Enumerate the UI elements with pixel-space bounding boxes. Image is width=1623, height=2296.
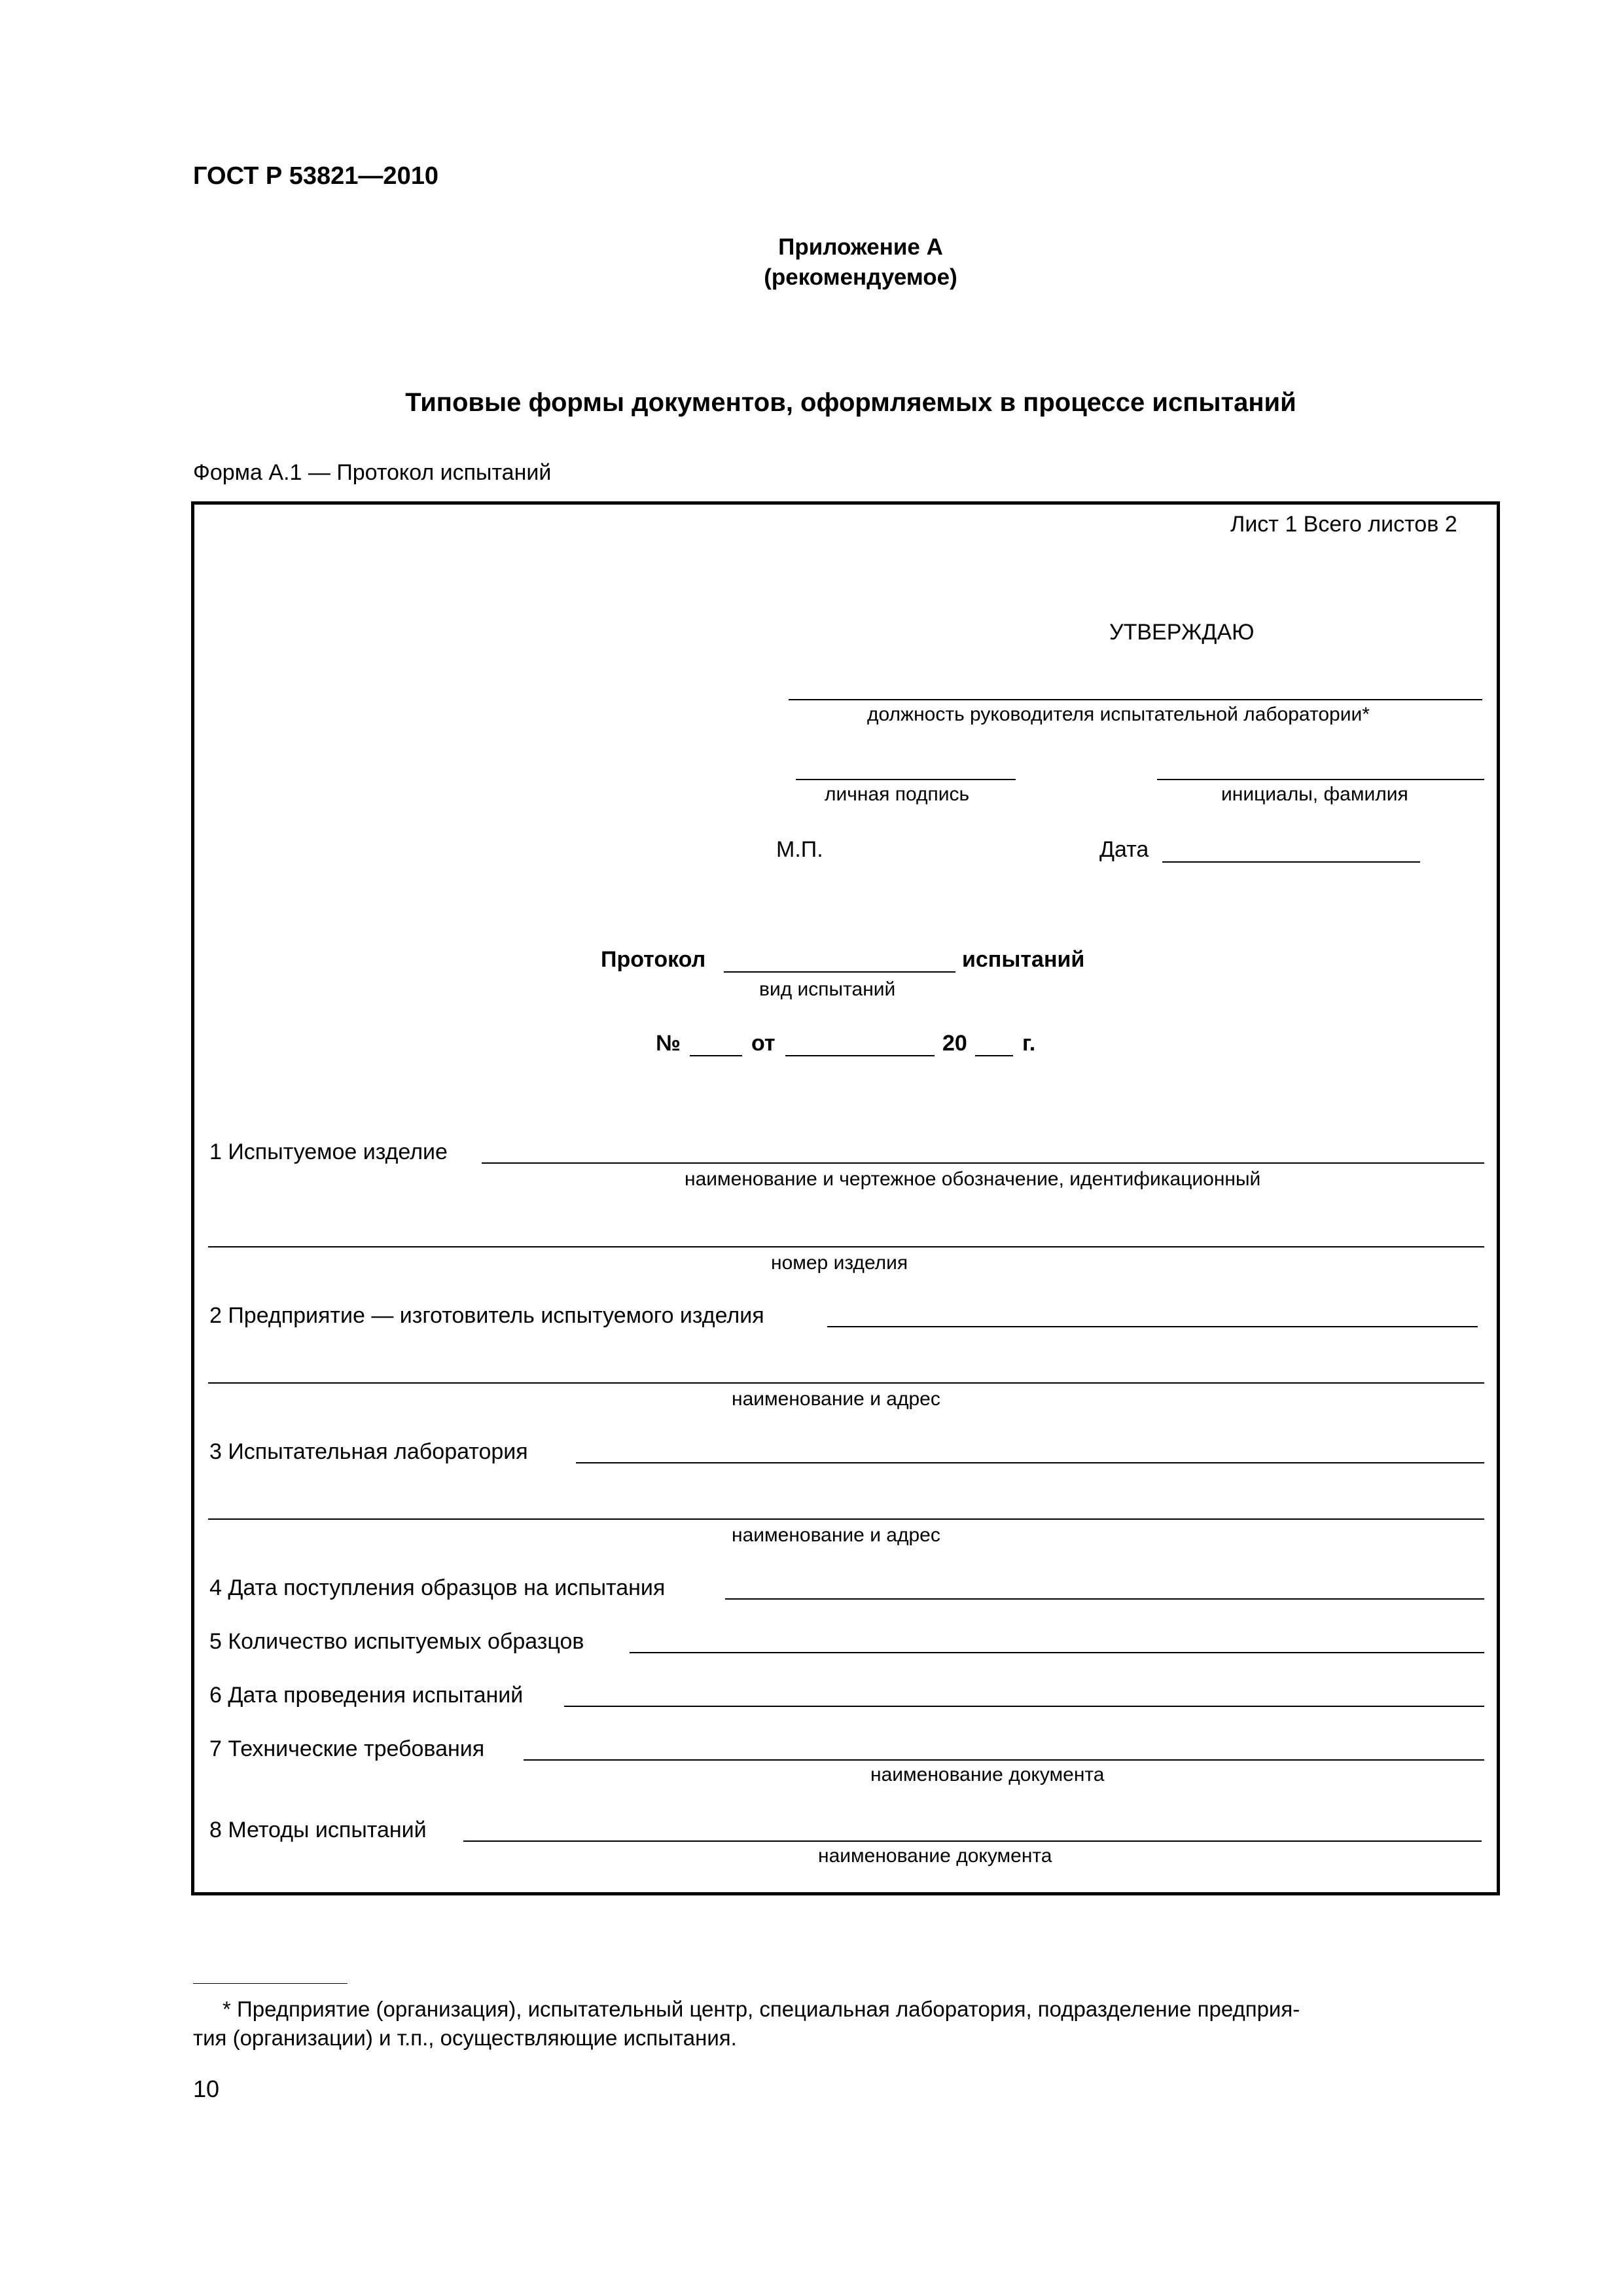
section-title: Типовые формы документов, оформляемых в процессе испытаний <box>405 388 1296 417</box>
year-suffix: г. <box>1022 1031 1036 1056</box>
item5-label: 5 Количество испытуемых образцов <box>209 1629 584 1654</box>
page-number: 10 <box>193 2075 220 2102</box>
position-caption: должность руководителя испытательной лаборатории* <box>867 704 1370 725</box>
item3-label: 3 Испытательная лаборатория <box>209 1439 528 1464</box>
item1-label: 1 Испытуемое изделие <box>209 1139 448 1164</box>
number-label: № <box>656 1031 681 1056</box>
name-caption: инициалы, фамилия <box>1221 783 1408 805</box>
year-line <box>975 1055 1013 1056</box>
item5-line <box>630 1652 1484 1653</box>
item1-line2 <box>208 1246 1484 1247</box>
from-label: от <box>751 1031 776 1056</box>
item2-caption: наименование и адрес <box>732 1388 940 1410</box>
footnote-line1: * Предприятие (организация), испытательный центр, специальная лаборатория, подразделение предприя- <box>223 1997 1300 2021</box>
standard-header: ГОСТ Р 53821—2010 <box>193 162 438 190</box>
name-line <box>1157 779 1484 780</box>
item3-line <box>576 1462 1484 1463</box>
date-line <box>1162 861 1420 863</box>
item4-line <box>725 1598 1484 1600</box>
appendix-note: (рекомендуемое) <box>764 264 957 290</box>
item4-label: 4 Дата поступления образцов на испытания <box>209 1575 666 1600</box>
item7-line <box>524 1759 1484 1761</box>
position-line <box>789 699 1482 700</box>
appendix-title: Приложение А <box>778 234 943 260</box>
signature-line <box>796 779 1016 780</box>
tests-word: испытаний <box>962 947 1085 972</box>
form-caption: Форма А.1 — Протокол испытаний <box>193 460 552 485</box>
item2-line <box>827 1326 1478 1327</box>
footnote-separator <box>193 1983 348 1984</box>
item8-caption: наименование документа <box>818 1845 1052 1867</box>
sheet-info: Лист 1 Всего листов 2 <box>1230 512 1457 537</box>
item7-caption: наименование документа <box>870 1764 1105 1785</box>
footnote-line2: тия (организации) и т.п., осуществляющие испытания. <box>193 2026 737 2050</box>
signature-caption: личная подпись <box>825 783 970 805</box>
item1-line <box>482 1162 1484 1164</box>
item7-label: 7 Технические требования <box>209 1736 485 1761</box>
item2-label: 2 Предприятие — изготовитель испытуемого изделия <box>209 1303 764 1328</box>
test-type-line <box>724 971 955 973</box>
item8-line <box>463 1840 1482 1842</box>
stamp-label: М.П. <box>776 837 823 862</box>
date-label: Дата <box>1099 837 1149 862</box>
item3-line2 <box>208 1518 1484 1520</box>
protocol-word: Протокол <box>601 947 706 972</box>
item2-line2 <box>208 1382 1484 1384</box>
number-line <box>690 1055 742 1056</box>
item6-line <box>564 1706 1484 1707</box>
item8-label: 8 Методы испытаний <box>209 1818 427 1842</box>
test-type-caption: вид испытаний <box>759 978 896 1000</box>
from-date-line <box>785 1055 935 1056</box>
approve-label: УТВЕРЖДАЮ <box>1109 620 1255 645</box>
item6-label: 6 Дата проведения испытаний <box>209 1683 524 1708</box>
item1-caption2: номер изделия <box>771 1252 908 1274</box>
year-label: 20 <box>942 1031 967 1056</box>
item1-caption: наименование и чертежное обозначение, идентификационный <box>685 1168 1261 1190</box>
item3-caption: наименование и адрес <box>732 1524 940 1546</box>
